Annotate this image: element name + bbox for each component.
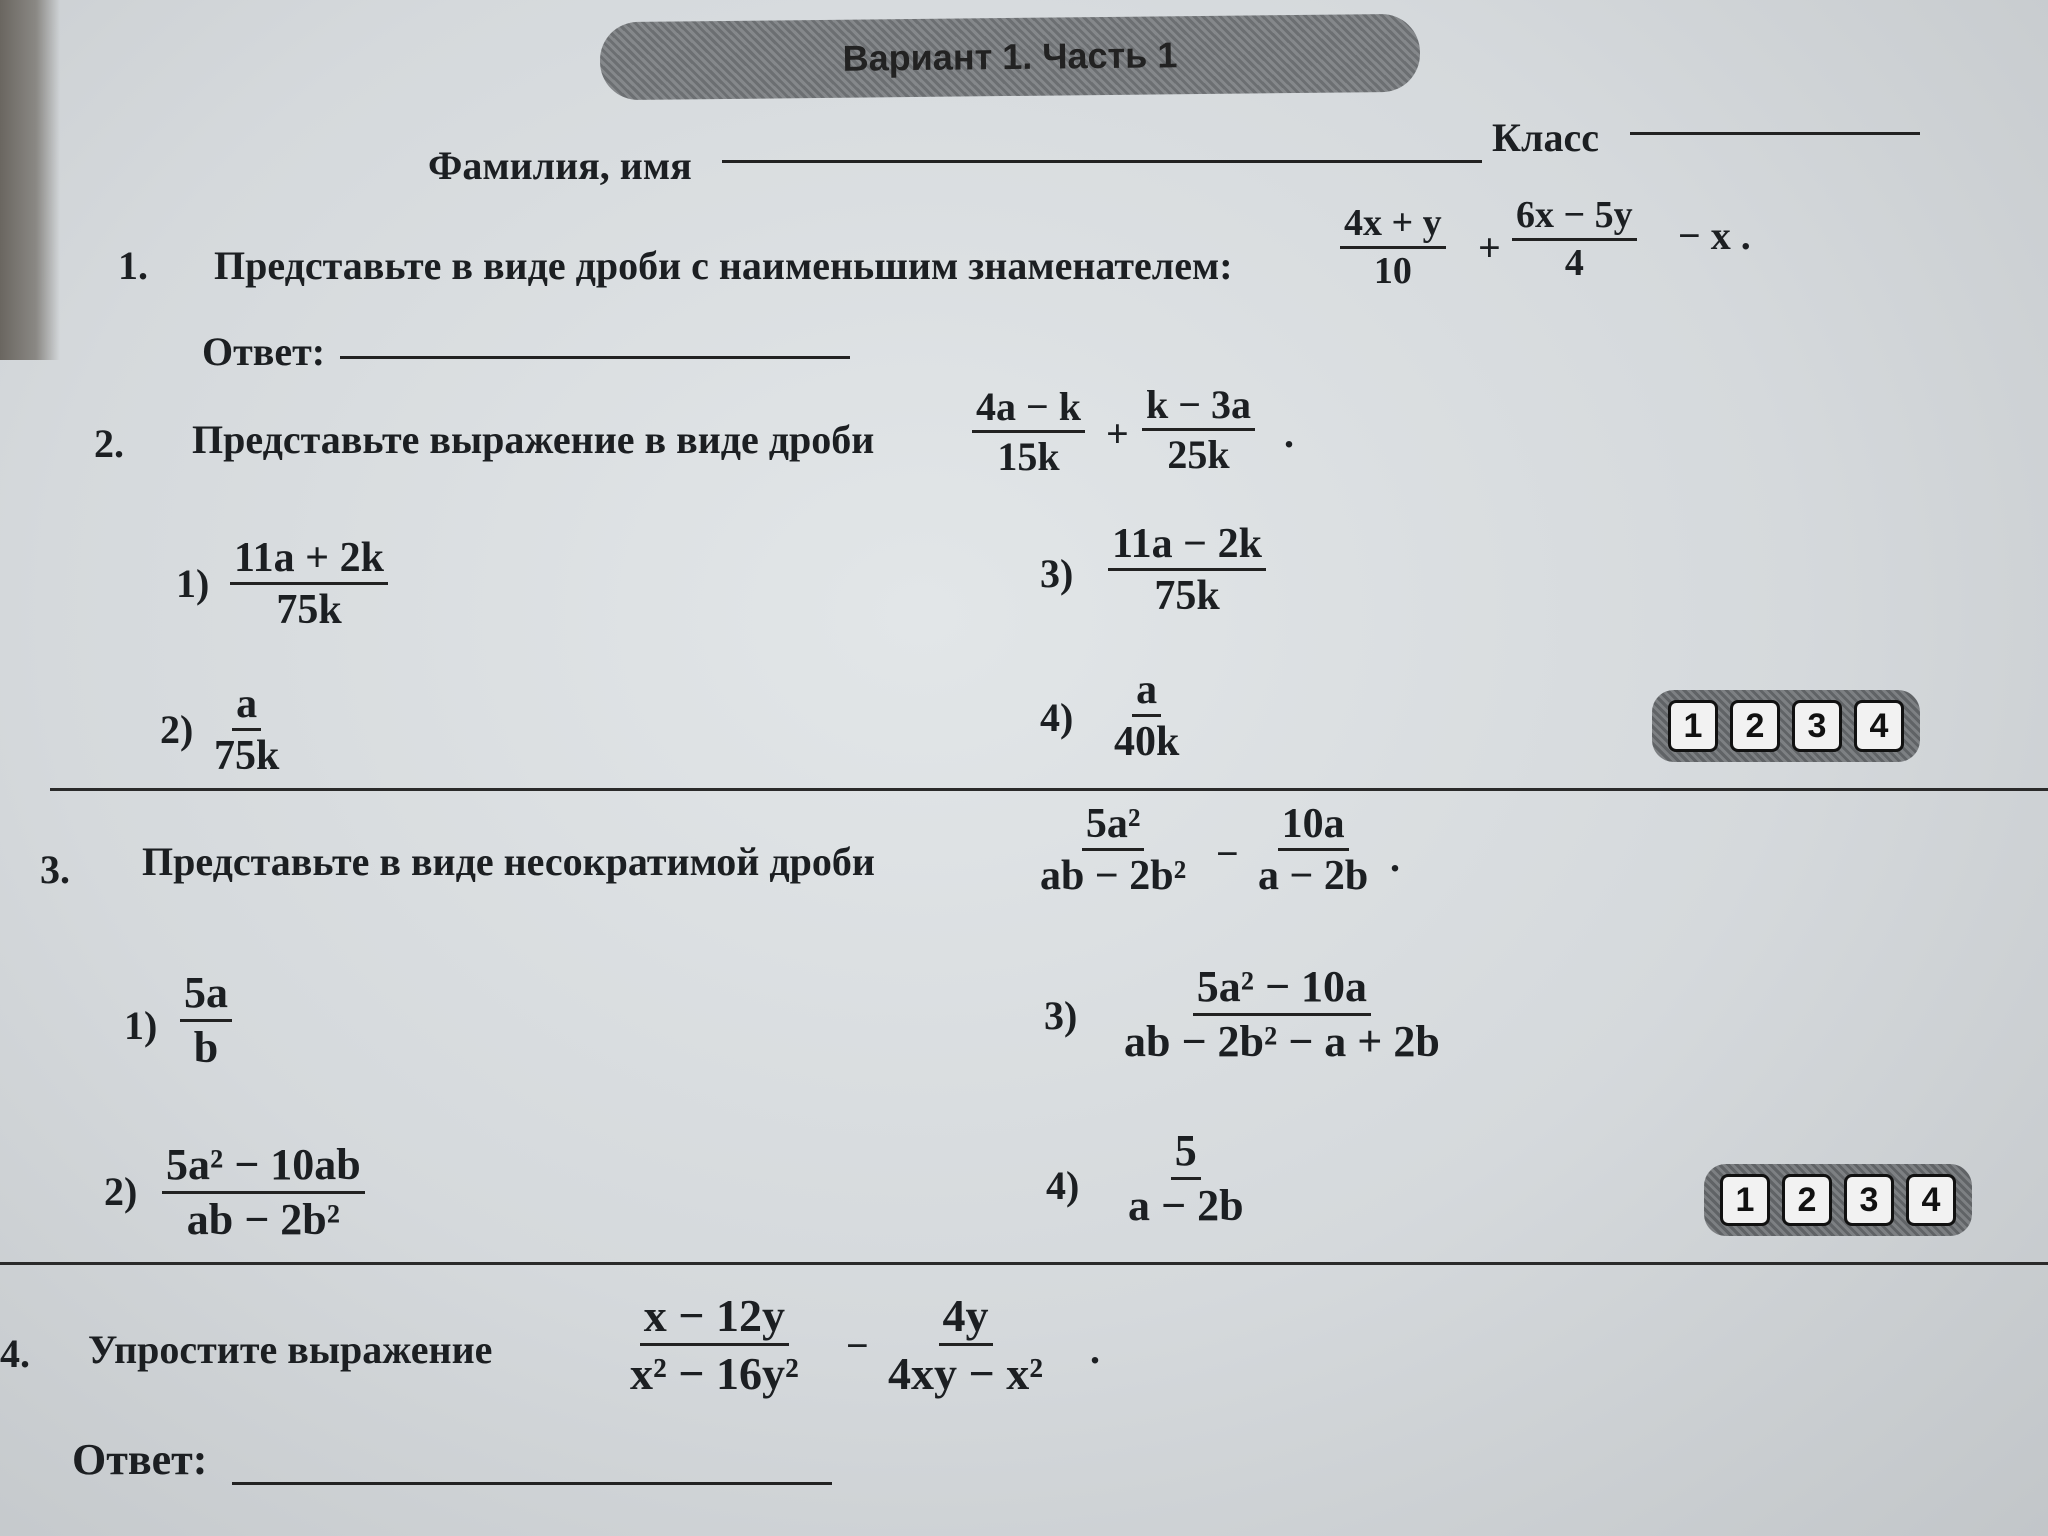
q3-answer-badge-1[interactable]: 1	[1720, 1174, 1770, 1226]
q4-text: Упростите выражение	[88, 1327, 493, 1372]
q2-f1-denominator: 15k	[997, 434, 1060, 479]
q4-answer-label: Ответ:	[72, 1435, 208, 1484]
q4-f2-denominator: 4xy − x²	[888, 1347, 1044, 1399]
q3-option-2-label: 2)	[104, 1169, 138, 1214]
q1-answer-label: Ответ:	[202, 329, 326, 374]
q2-operator: +	[1106, 411, 1129, 456]
q3-option-4	[1124, 1126, 1248, 1232]
q2-answer-badge-4[interactable]: 4	[1854, 700, 1904, 752]
q2-answer-badges	[1652, 690, 1920, 762]
q1-fraction-2	[1512, 194, 1637, 286]
q2-f2-denominator: 25k	[1167, 432, 1230, 477]
variant-title: Вариант 1. Часть 1	[842, 34, 1178, 79]
table-background	[0, 0, 60, 360]
q1-text: Представьте в виде дроби с наименьшим знаменателем:	[214, 243, 1233, 288]
q4-fraction-2	[884, 1290, 1047, 1401]
q4-f2-numerator: 4y	[939, 1290, 993, 1346]
q3-option-1-numerator: 5a	[180, 968, 232, 1022]
q2-option-4-label: 4)	[1040, 695, 1074, 740]
q4-fraction-1	[626, 1290, 803, 1401]
q1-f1-numerator: 4x + y	[1340, 202, 1446, 249]
class-field[interactable]	[1630, 132, 1920, 135]
q3-fraction-2	[1254, 800, 1372, 902]
q3-option-3-denominator: ab − 2b² − a + 2b	[1124, 1016, 1440, 1066]
q3-option-1-denominator: b	[193, 1022, 219, 1072]
q1-number: 1.	[118, 243, 148, 288]
q2-option-3-numerator: 11a − 2k	[1108, 520, 1266, 571]
q2-option-1	[230, 534, 388, 636]
q2-option-1-label: 1)	[176, 561, 210, 606]
q1-answer-field[interactable]	[340, 356, 850, 359]
q3-option-3-label: 3)	[1044, 993, 1078, 1038]
q2-answer-badge-3[interactable]: 3	[1792, 700, 1842, 752]
q2-option-2-label: 2)	[160, 707, 194, 752]
q2-option-4	[1110, 666, 1183, 768]
q2-option-3-denominator: 75k	[1154, 573, 1220, 620]
q2-option-2-denominator: 75k	[214, 733, 280, 780]
q3-answer-badges	[1704, 1164, 1972, 1236]
name-field[interactable]	[722, 160, 1482, 163]
q3-answer-badge-2[interactable]: 2	[1782, 1174, 1832, 1226]
q2-text: Представьте выражение в виде дроби	[192, 417, 875, 462]
q2-answer-badge-2[interactable]: 2	[1730, 700, 1780, 752]
q2-option-3	[1108, 520, 1266, 622]
q4-f1-numerator: x − 12y	[640, 1290, 789, 1346]
q2-number: 2.	[94, 421, 124, 466]
class-label: Класс	[1492, 115, 1599, 160]
q2-answer-badge-1[interactable]: 1	[1668, 700, 1718, 752]
q3-option-2-denominator: ab − 2b²	[186, 1194, 340, 1244]
name-label: Фамилия, имя	[428, 143, 692, 188]
q3-tail: .	[1390, 835, 1400, 880]
q3-text: Представьте в виде несократимой дроби	[142, 839, 875, 884]
q3-answer-badge-3[interactable]: 3	[1844, 1174, 1894, 1226]
q3-option-4-denominator: a − 2b	[1128, 1180, 1244, 1230]
q2-tail: .	[1284, 411, 1294, 456]
q3-option-3	[1120, 962, 1444, 1068]
q3-option-2	[162, 1140, 365, 1246]
q3-option-1	[180, 968, 232, 1074]
q3-option-4-numerator: 5	[1171, 1126, 1201, 1180]
q3-option-2-numerator: 5a² − 10ab	[162, 1140, 365, 1194]
q2-option-2-numerator: a	[232, 680, 261, 731]
q1-f2-numerator: 6x − 5y	[1512, 194, 1637, 241]
q2-fraction-1	[972, 384, 1085, 481]
q2-f1-numerator: 4a − k	[972, 384, 1085, 433]
q2-f2-numerator: k − 3a	[1142, 382, 1255, 431]
q3-answer-badge-4[interactable]: 4	[1906, 1174, 1956, 1226]
q2-option-3-label: 3)	[1040, 551, 1074, 596]
q3-fraction-1	[1036, 800, 1190, 902]
q4-number: 4.	[0, 1331, 30, 1376]
q3-option-4-label: 4)	[1046, 1163, 1080, 1208]
q3-f1-denominator: ab − 2b²	[1040, 853, 1187, 900]
q2-option-4-numerator: a	[1132, 666, 1161, 717]
q3-option-1-label: 1)	[124, 1003, 158, 1048]
q2-option-1-numerator: 11a + 2k	[230, 534, 388, 585]
q1-fraction-1	[1340, 202, 1446, 294]
q3-option-3-numerator: 5a² − 10a	[1193, 962, 1371, 1016]
q1-f1-denominator: 10	[1373, 249, 1412, 292]
section-divider-2	[0, 1262, 2048, 1265]
q3-f2-numerator: 10a	[1278, 800, 1349, 851]
section-divider-1	[50, 788, 2048, 791]
q3-number: 3.	[40, 847, 70, 892]
q1-f2-denominator: 4	[1564, 241, 1584, 284]
q4-f1-denominator: x² − 16y²	[630, 1347, 799, 1399]
q2-option-1-denominator: 75k	[276, 587, 342, 634]
q2-option-4-denominator: 40k	[1114, 719, 1180, 766]
q2-fraction-2	[1142, 382, 1255, 479]
q4-tail: .	[1090, 1327, 1100, 1372]
q3-f1-numerator: 5a²	[1082, 800, 1145, 851]
q3-operator: −	[1216, 831, 1239, 876]
q2-option-2	[210, 680, 283, 782]
q3-f2-denominator: a − 2b	[1258, 853, 1369, 900]
q4-answer-field[interactable]	[232, 1482, 832, 1485]
q4-operator: −	[846, 1323, 869, 1368]
variant-banner	[600, 14, 1421, 101]
q1-operator: +	[1478, 225, 1501, 270]
q1-tail: − x .	[1678, 213, 1751, 258]
